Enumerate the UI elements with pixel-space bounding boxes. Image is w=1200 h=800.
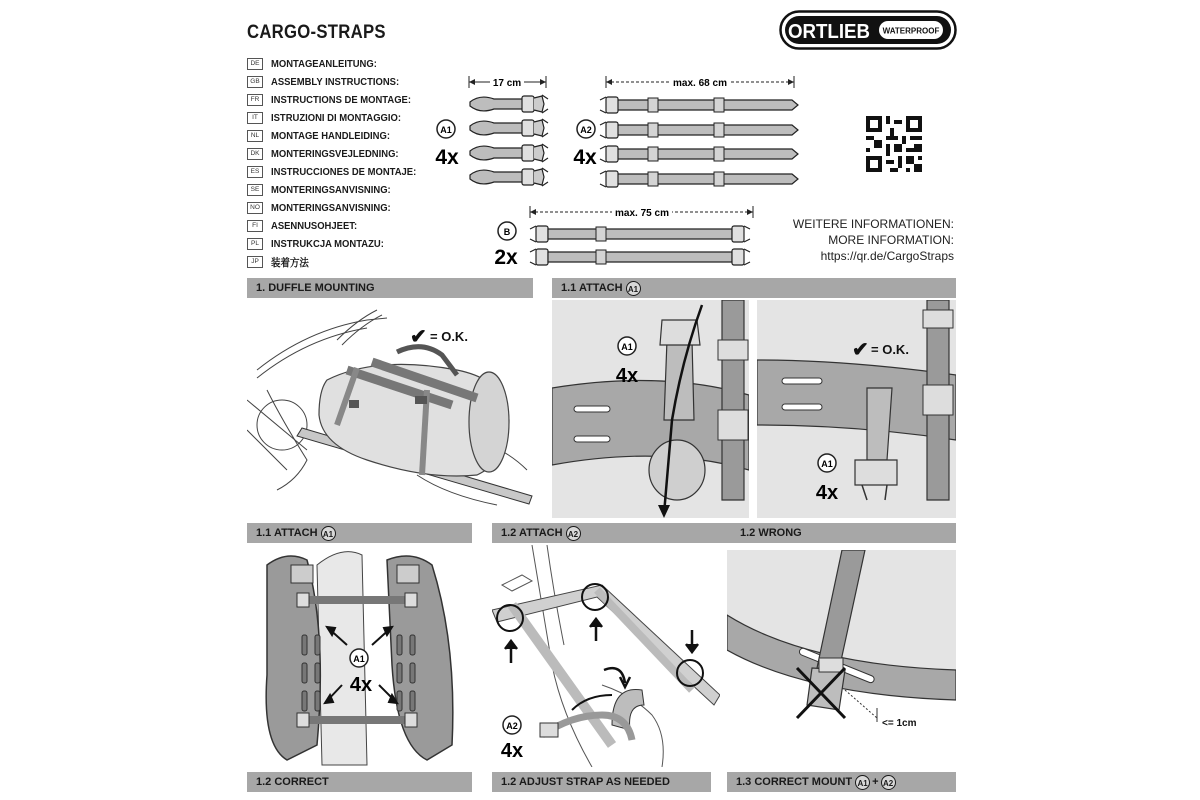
check-mark-icon: ✔ [852, 339, 869, 361]
section-title: 1.2 CORRECT [256, 776, 329, 788]
section-title: 1.1 ATTACH [561, 282, 623, 294]
a1-badge: A1 [321, 526, 336, 541]
lang-text: MONTERINGSANVISNING: [271, 202, 391, 214]
lang-text: MONTERINGSANVISNING: [271, 184, 391, 196]
section-title: 1.1 ATTACH [256, 527, 318, 539]
a2-count: 4x [573, 146, 597, 169]
section-title: 1.2 ADJUST STRAP AS NEEDED [501, 776, 670, 788]
section-title: 1.3 CORRECT MOUNT [736, 776, 853, 788]
a1-badge: A1 [626, 281, 641, 296]
ortlieb-logo [779, 10, 957, 50]
plus-sign: + [872, 776, 879, 788]
attach-a1-back-illustration [247, 545, 472, 767]
lang-code: DE [247, 58, 263, 70]
lang-code: NO [247, 202, 263, 214]
a1-badge: A1 [855, 775, 870, 790]
lang-code: FR [247, 94, 263, 106]
section-attach-a1-bottom [247, 523, 472, 543]
check-mark-icon: ✔ [410, 326, 427, 348]
logo-tag: WATERPROOF [882, 26, 940, 36]
lang-code: PL [247, 238, 263, 250]
more-info-line-en: MORE INFORMATION: [828, 233, 954, 247]
a1-length: 17 cm [492, 78, 522, 89]
lang-text: INSTRUCTIONS DE MONTAGE: [271, 94, 412, 106]
more-info-block [793, 216, 954, 264]
b-label: B [503, 227, 511, 237]
lang-code: IT [247, 112, 263, 124]
lang-text: INSTRUCCIONES DE MONTAJE: [271, 166, 417, 178]
section-attach-a2 [492, 523, 956, 543]
section-adjust-strap [492, 772, 711, 792]
a1-label: A1 [621, 342, 633, 352]
logo-brand: ORTLIEB [788, 21, 870, 43]
document-title: CARGO-STRAPS [247, 22, 386, 43]
a1-label: A1 [821, 459, 833, 469]
lang-text: ISTRUZIONI DI MONTAGGIO: [271, 112, 402, 124]
section-title: 1. DUFFLE MOUNTING [256, 282, 375, 294]
attach-a2-illustration [492, 545, 720, 767]
lang-text: 装着方法 [271, 256, 309, 269]
ok-label: = O.K. [430, 329, 468, 344]
a1-count: 4x [615, 365, 639, 387]
more-info-url[interactable]: https://qr.de/CargoStraps [820, 249, 954, 263]
section-correct-mount [727, 772, 956, 792]
wrong-illustration [727, 550, 956, 767]
a1-label: A1 [440, 125, 452, 135]
attach-a1-illustration-right [757, 300, 956, 518]
qr-code-icon [866, 116, 922, 172]
a1-count: 4x [349, 674, 373, 696]
section-title: 1.2 ATTACH [501, 527, 563, 539]
lang-code: JP [247, 256, 263, 268]
section-correct [247, 772, 472, 792]
a2-label: A2 [506, 721, 518, 731]
a2-length: max. 68 cm [673, 78, 727, 89]
a2-label: A2 [580, 125, 592, 135]
strap-overview-illustration [420, 65, 820, 275]
lang-text: MONTAGEANLEITUNG: [271, 58, 377, 70]
lang-text: ASENNUSOHJEET: [271, 220, 358, 232]
lang-code: SE [247, 184, 263, 196]
b-count: 2x [494, 246, 518, 269]
section-attach-a1-top [552, 278, 956, 298]
a2-badge: A2 [881, 775, 896, 790]
duffle-mounting-illustration [247, 300, 533, 518]
more-info-line-de: WEITERE INFORMATIONEN: [792, 217, 954, 231]
lang-code: ES [247, 166, 263, 178]
a2-count: 4x [500, 740, 524, 762]
section-duffle-mounting [247, 278, 533, 298]
lang-text: MONTAGE HANDLEIDING: [271, 130, 390, 142]
lang-text: MONTERINGSVEJLEDNING: [271, 148, 399, 160]
lang-code: NL [247, 130, 263, 142]
lang-code: DK [247, 148, 263, 160]
lang-text: INSTRUKCJA MONTAZU: [271, 238, 384, 250]
a2-badge: A2 [566, 526, 581, 541]
lang-text: ASSEMBLY INSTRUCTIONS: [271, 76, 400, 88]
b-length: max. 75 cm [615, 208, 669, 219]
attach-a1-illustration-left [552, 300, 749, 518]
lang-code: GB [247, 76, 263, 88]
a1-count: 4x [435, 146, 459, 169]
section-wrong-title: 1.2 WRONG [740, 527, 802, 539]
a1-label: A1 [353, 654, 365, 664]
lang-code: FI [247, 220, 263, 232]
ok-label: = O.K. [871, 342, 909, 357]
a1-count: 4x [815, 482, 839, 504]
distance-label: <= 1cm [882, 718, 917, 729]
